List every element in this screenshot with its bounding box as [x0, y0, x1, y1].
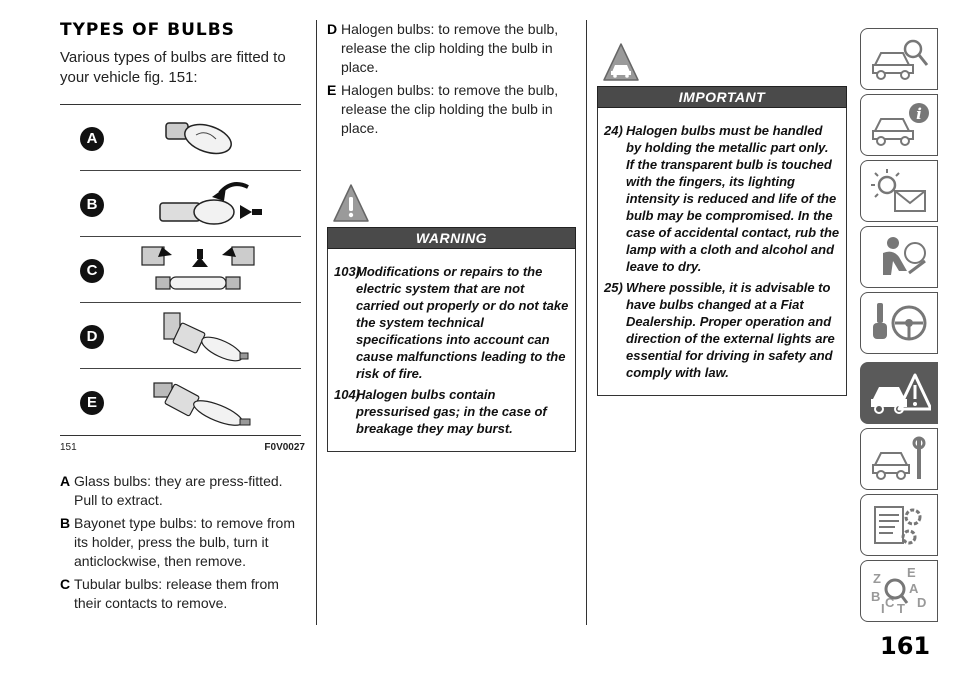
- tab-starting-driving[interactable]: [860, 292, 938, 354]
- figure-row-d: [60, 303, 301, 369]
- list-item: A Glass bulbs: they are press-fitted. Pull to extract.: [60, 473, 283, 508]
- figure-number: 151: [60, 442, 77, 453]
- car-warning-triangle-icon: [602, 42, 640, 86]
- tubular-bulb-icon: [140, 243, 270, 297]
- page-number: 161: [880, 632, 931, 660]
- tab-car-search[interactable]: [860, 28, 938, 90]
- column-3: [597, 20, 847, 396]
- halogen-bulb-d-icon: [140, 309, 270, 363]
- svg-text:i: i: [916, 105, 922, 123]
- tab-car-info[interactable]: [860, 94, 938, 156]
- bulb-list-1: [60, 472, 305, 613]
- car-emergency-icon: [869, 369, 931, 417]
- warning-note: 104) Halogen bulbs contain pressurised gas; in the case of breakage they may burst.: [334, 387, 547, 436]
- list-item: E Halogen bulbs: to remove the bulb, release the clip holding the bulb in place.: [327, 82, 559, 136]
- tab-lights-messages[interactable]: [860, 160, 938, 222]
- warning-note: 103) Modifications or repairs to the electric system that are not carried out properly or do not take the system technical specifications into account can cause malfunctions leading to the risk of fire.: [334, 264, 569, 381]
- exclamation-triangle-icon: [332, 183, 370, 227]
- index-letter: B: [871, 589, 881, 604]
- column-divider: [316, 20, 317, 625]
- index-letter: D: [917, 595, 927, 610]
- list-item: D Halogen bulbs: to remove the bulb, release the clip holding the bulb in place.: [327, 21, 559, 75]
- bulb-figure: [60, 104, 301, 436]
- lights-message-icon: [869, 167, 931, 215]
- section-title: TYPES OF BULBS: [60, 20, 235, 40]
- tab-technical-specifications[interactable]: [860, 494, 938, 556]
- index-letter: A: [909, 581, 919, 596]
- index-letter: T: [897, 601, 905, 615]
- figure-label-a: A: [80, 127, 104, 151]
- column-1: [60, 20, 305, 617]
- important-note: 25) Where possible, it is advisable to have bulbs changed at a Fiat Dealership. Proper operation and direction of the external lights are essential for driving in safety and comply with law.: [604, 280, 835, 380]
- glass-bulb-icon: [140, 111, 270, 165]
- important-note: 24) Halogen bulbs must be handled by holding the metallic part only. If the transparent bulb is touched with the fingers, its lighting intensity is reduced and life of the bulb may be compromised. In the case of accidental contact, rub the lamp with a cloth and alcohol and leave to dry.: [604, 123, 840, 274]
- car-search-icon: [869, 35, 931, 83]
- important-box: [597, 108, 847, 396]
- tab-safety[interactable]: [860, 226, 938, 288]
- figure-caption: [60, 440, 305, 458]
- list-item: B Bayonet type bulbs: to remove from its holder, press the bulb, turn it anticlockwise, then remove.: [60, 515, 295, 569]
- figure-label-b: B: [80, 193, 104, 217]
- section-intro: Various types of bulbs are fitted to your vehicle fig. 151:: [60, 49, 286, 86]
- warning-banner: WARNING: [327, 227, 576, 249]
- list-item: C Tubular bulbs: release them from their contacts to remove.: [60, 576, 279, 611]
- specifications-gear-icon: [869, 501, 931, 549]
- column-divider: [586, 20, 587, 625]
- seat-airbag-icon: [869, 233, 931, 281]
- index-letter: I: [881, 601, 885, 615]
- figure-row-b: [60, 171, 301, 237]
- key-steering-wheel-icon: [869, 299, 931, 347]
- warning-box: [327, 249, 576, 452]
- column-2: [327, 20, 576, 452]
- car-maintenance-icon: [869, 435, 931, 483]
- index-letter: Z: [873, 571, 881, 586]
- alphabetical-index-icon: [869, 567, 931, 615]
- figure-row-a: [60, 105, 301, 171]
- tab-index[interactable]: [860, 560, 938, 622]
- index-letter: C: [885, 595, 895, 610]
- figure-label-c: C: [80, 259, 104, 283]
- car-info-icon: [869, 101, 931, 149]
- bayonet-bulb-icon: [140, 177, 270, 231]
- figure-label-e: E: [80, 391, 104, 415]
- bulb-list-2: [327, 20, 576, 138]
- tab-servicing-care[interactable]: [860, 428, 938, 490]
- important-banner: IMPORTANT: [597, 86, 847, 108]
- halogen-bulb-e-icon: [140, 375, 270, 429]
- figure-label-d: D: [80, 325, 104, 349]
- index-letter: E: [907, 567, 916, 580]
- tab-in-an-emergency[interactable]: [860, 362, 938, 424]
- figure-row-c: [60, 237, 301, 303]
- figure-code: F0V0027: [264, 442, 305, 453]
- figure-row-e: [60, 369, 301, 435]
